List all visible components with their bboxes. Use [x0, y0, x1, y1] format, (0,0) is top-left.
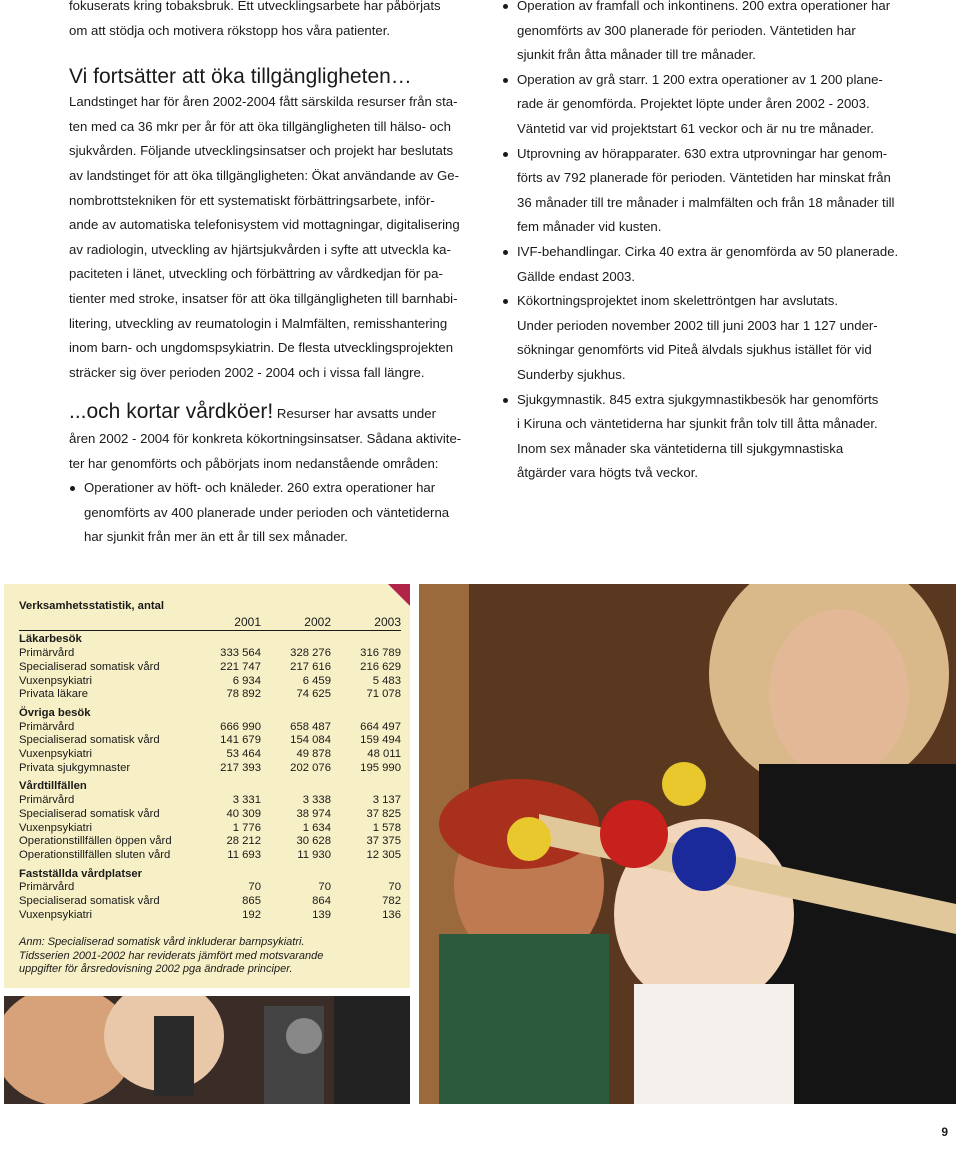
group-title: Vårdtillfällen: [19, 780, 87, 793]
note-line: Anm: Specialiserad somatisk vård inkluderar barnpsykiatri.: [19, 936, 305, 949]
value-cell: 28 212: [226, 835, 261, 848]
value-cell: 1 634: [302, 821, 331, 834]
row-label: Vuxenpsykiatri: [19, 821, 93, 834]
table-row: [19, 721, 401, 735]
row-label: Vuxenpsykiatri: [19, 674, 93, 687]
photo-eye-examination: [4, 996, 410, 1104]
row-label: Specialiserad somatisk vård: [19, 734, 160, 747]
row-label: Primärvård: [19, 794, 75, 807]
text-line: Operation av grå starr. 1 200 extra operationer av 1 200 plane-: [517, 71, 883, 87]
page-number: 9: [941, 1125, 948, 1139]
photo-baby-with-toy: [419, 584, 956, 1104]
value-cell: 328 276: [290, 647, 331, 660]
left-column: [69, 0, 479, 550]
row-label: Privata sjukgymnaster: [19, 761, 131, 774]
text-line: fem månader vid kusten.: [517, 219, 662, 235]
value-cell: 136: [382, 908, 401, 921]
value-cell: 159 494: [360, 734, 401, 747]
table-row: [19, 647, 401, 661]
text-line: av landstinget för att öka tillgängligheten: Ökat användande av Ge-: [69, 167, 460, 183]
value-cell: 202 076: [290, 761, 331, 774]
intro-line: om att stödja och motivera rökstopp hos våra patienter.: [69, 22, 391, 38]
statistics-table: [19, 616, 401, 923]
table-row: [19, 762, 401, 776]
text-line: inom barn- och ungdomspsykiatrin. De flesta utvecklingsprojekten: [69, 340, 454, 356]
value-cell: 37 375: [366, 835, 401, 848]
bullet-item: [502, 0, 920, 68]
value-cell: 38 974: [296, 807, 331, 820]
table-group-row: [19, 631, 401, 647]
row-label: Operationstillfällen sluten vård: [19, 848, 171, 861]
text-line: åren 2002 - 2004 för konkreta kökortningsinsatser. Sådana aktivite-: [69, 430, 462, 446]
row-label: Vuxenpsykiatri: [19, 748, 93, 761]
table-row: [19, 808, 401, 822]
table-row: [19, 909, 401, 923]
value-cell: 316 789: [360, 647, 401, 660]
text-line: Inom sex månader ska väntetiderna till sjukgymnastiska: [517, 440, 844, 456]
value-cell: 30 628: [296, 835, 331, 848]
value-cell: 53 464: [226, 748, 261, 761]
row-label: Specialiserad somatisk vård: [19, 895, 160, 908]
table-row: [19, 822, 401, 836]
table-row: [19, 748, 401, 762]
value-cell: 141 679: [220, 734, 261, 747]
value-cell: 70: [388, 881, 401, 894]
value-cell: 217 616: [290, 660, 331, 673]
value-cell: 1 578: [372, 821, 401, 834]
value-cell: 195 990: [360, 761, 401, 774]
group-title: Övriga besök: [19, 706, 91, 719]
value-cell: 666 990: [220, 720, 261, 733]
value-cell: 11 930: [297, 848, 331, 861]
text-line: Sjukgymnastik. 845 extra sjukgymnastikbesök har genomförts: [517, 391, 879, 407]
value-cell: 71 078: [366, 688, 401, 701]
table-row: [19, 849, 401, 863]
statistics-title: Verksamhetsstatistik, antal: [19, 600, 165, 612]
row-label: Specialiserad somatisk vård: [19, 807, 160, 820]
table-row: [19, 675, 401, 689]
text-line: har sjunkit från mer än ett år till sex månader.: [84, 529, 348, 545]
text-line: sjukvården. Följande utvecklingsinsatser och projekt har beslutats: [69, 143, 454, 159]
value-cell: 37 825: [366, 807, 401, 820]
table-row: [19, 661, 401, 675]
value-cell: 40 309: [226, 807, 261, 820]
table-header-row: [19, 616, 401, 631]
value-cell: 865: [242, 895, 261, 908]
value-cell: 658 487: [290, 720, 331, 733]
text-line: paciteten i länet, utveckling och förbättring av vårdkedjan för pa-: [69, 266, 443, 282]
table-group-row: [19, 863, 401, 882]
table-row: [19, 835, 401, 849]
value-cell: 78 892: [226, 688, 261, 701]
heading-queues-tail: Resurser har avsatts under: [273, 406, 436, 422]
text-line: genomförts av 400 planerade under perioden och väntetiderna: [84, 504, 450, 520]
value-cell: 333 564: [220, 647, 261, 660]
value-cell: 48 011: [367, 748, 401, 761]
row-label: Privata läkare: [19, 688, 89, 701]
text-line: Väntetid var vid projektstart 61 veckor och är nu tre månader.: [517, 120, 874, 136]
value-cell: 782: [382, 895, 401, 908]
intro-line: fokuserats kring tobaksbruk. Ett utvecklingsarbete har påbörjats: [69, 0, 441, 13]
heading-accessibility: Vi fortsätter att öka tillgängligheten…: [69, 65, 412, 89]
eye-exam-illustration: [4, 996, 410, 1104]
table-row: [19, 895, 401, 909]
value-cell: 154 084: [290, 734, 331, 747]
table-row: [19, 881, 401, 895]
value-cell: 216 629: [360, 660, 401, 673]
text-line: 36 månader till tre månader i malmfälten och från 18 månader till: [517, 194, 895, 210]
statistics-box: [4, 584, 410, 988]
table-row: [19, 734, 401, 748]
table-row: [19, 688, 401, 702]
value-cell: 221 747: [220, 660, 261, 673]
value-cell: 6 934: [232, 674, 261, 687]
row-label: Primärvård: [19, 881, 75, 894]
text-line: ande av automatiska telefonisystem vid mottagningar, digitalisering: [69, 217, 460, 233]
text-line: Operationer av höft- och knäleder. 260 extra operationer har: [84, 480, 436, 496]
text-line: i Kiruna och väntetiderna har sjunkit från tolv till åtta månader.: [517, 416, 878, 432]
text-line: av radiologin, utveckling av hjärtsjukvården i syfte att utveckla ka-: [69, 241, 451, 257]
value-cell: 70: [318, 881, 331, 894]
group-title: Fastställda vårdplatser: [19, 867, 143, 880]
year-header: 2003: [331, 616, 401, 631]
value-cell: 49 878: [296, 748, 331, 761]
group-title: Läkarbesök: [19, 633, 82, 646]
value-cell: 12 305: [366, 848, 401, 861]
text-line: ter har genomförts och påbörjats inom nedanstående områden:: [69, 455, 439, 471]
year-header: 2001: [215, 616, 261, 631]
heading-queues-line: [69, 399, 479, 427]
bullet-item: [69, 476, 479, 550]
paragraph-accessibility: [69, 90, 479, 385]
value-cell: 5 483: [372, 674, 401, 687]
statistics-content: [19, 600, 401, 977]
bullet-item: [502, 68, 920, 142]
text-line: ten med ca 36 mkr per år för att öka tillgängligheten till hälso- och: [69, 118, 451, 134]
heading-queues: ...och kortar vårdköer!: [69, 400, 274, 424]
bullet-list-right: [502, 0, 920, 486]
value-cell: 1 776: [232, 821, 261, 834]
row-label: Operationstillfällen öppen vård: [19, 835, 172, 848]
bullet-list-left: [69, 476, 479, 550]
text-line: Landstinget har för åren 2002-2004 fått särskilda resurser från sta-: [69, 94, 458, 110]
value-cell: 192: [242, 908, 261, 921]
table-group-row: [19, 702, 401, 721]
bullet-item: [502, 142, 920, 240]
note-line: uppgifter för årsredovisning 2002 pga ändrade principer.: [19, 963, 293, 976]
text-line: Under perioden november 2002 till juni 2003 har 1 127 under-: [517, 317, 878, 333]
bullet-item: [502, 388, 920, 486]
text-line: rade är genomförda. Projektet löpte under åren 2002 - 2003.: [517, 96, 870, 112]
table-group-row: [19, 775, 401, 794]
table-row: [19, 794, 401, 808]
row-label: Vuxenpsykiatri: [19, 908, 93, 921]
row-label: Primärvård: [19, 720, 75, 733]
value-cell: 664 497: [360, 720, 401, 733]
text-line: litering, utveckling av reumatologin i Malmfälten, remisshantering: [69, 315, 448, 331]
value-cell: 3 137: [372, 794, 401, 807]
text-line: nombrottstekniken för ett systematiskt förbättringsarbete, inför-: [69, 192, 435, 208]
text-line: Sunderby sjukhus.: [517, 366, 626, 382]
value-cell: 864: [312, 895, 331, 908]
value-cell: 217 393: [220, 761, 261, 774]
note-line: Tidsserien 2001-2002 har reviderats jämfört med motsvarande: [19, 949, 324, 962]
bullet-item: [502, 240, 920, 289]
text-line: Gällde endast 2003.: [517, 268, 636, 284]
text-line: genomförts av 300 planerade för perioden. Väntetiden har: [517, 22, 856, 38]
text-line: Kökortningsprojektet inom skelettröntgen har avslutats.: [517, 293, 839, 309]
header-cell-empty: [19, 616, 215, 631]
text-line: åtgärder vara högts två veckor.: [517, 465, 699, 481]
value-cell: 3 338: [302, 794, 331, 807]
text-line: Operation av framfall och inkontinens. 200 extra operationer har: [517, 0, 891, 13]
bullet-item: [502, 289, 920, 387]
text-line: sjunkit från åtta månader till tre månader.: [517, 47, 756, 63]
text-line: Utprovning av hörapparater. 630 extra utprovningar har genom-: [517, 145, 888, 161]
row-label: Primärvård: [19, 647, 75, 660]
value-cell: 3 331: [232, 794, 261, 807]
statistics-note: [19, 936, 401, 977]
text-line: IVF-behandlingar. Cirka 40 extra är genomförda av 50 planerade.: [517, 243, 899, 259]
year-header: 2002: [261, 616, 331, 631]
baby-photo-illustration: [419, 584, 956, 1104]
text-line: sträcker sig över perioden 2002 - 2004 och i vissa fall längre.: [69, 364, 425, 380]
value-cell: 139: [312, 908, 331, 921]
value-cell: 6 459: [302, 674, 331, 687]
text-line: tienter med stroke, insatser för att öka tillgängligheten till barnhabi-: [69, 290, 458, 306]
value-cell: 74 625: [296, 688, 331, 701]
right-column: [502, 0, 920, 486]
text-line: förts av 792 planerade för perioden. Väntetiden har minskat från: [517, 170, 891, 186]
value-cell: 70: [248, 881, 261, 894]
row-label: Specialiserad somatisk vård: [19, 660, 160, 673]
text-line: sökningar genomförts vid Piteå älvdals sjukhus istället för vid: [517, 342, 872, 358]
value-cell: 11 693: [227, 848, 261, 861]
